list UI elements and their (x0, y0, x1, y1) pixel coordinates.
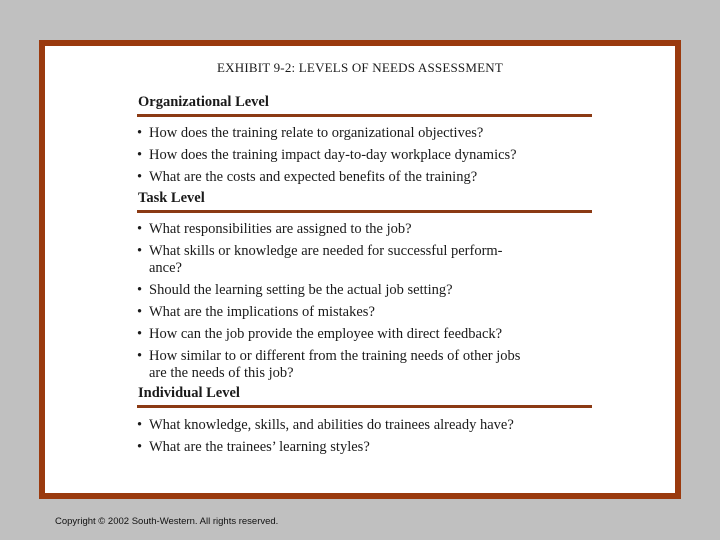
list-item: • What are the implications of mistakes? (137, 304, 375, 320)
list-item: • How does the training impact day-to-day workplace dynamics? (137, 147, 517, 163)
exhibit-title: EXHIBIT 9-2: LEVELS OF NEEDS ASSESSMENT (217, 60, 503, 75)
list-item: • What responsibilities are assigned to the job? (137, 221, 412, 237)
list-item-continuation: ance? (149, 260, 182, 276)
list-item-continuation: are the needs of this job? (149, 365, 294, 381)
section-heading-task: Task Level (138, 190, 205, 206)
list-item: • How can the job provide the employee with direct feedback? (137, 326, 503, 342)
copyright-notice: Copyright © 2002 South-Western. All rights reserved. (55, 516, 279, 527)
section-heading-individual: Individual Level (138, 385, 240, 401)
section-heading-organizational: Organizational Level (138, 94, 269, 110)
list-item: • How similar to or different from the training needs of other jobs (137, 348, 521, 364)
list-item: • What are the trainees’ learning styles? (137, 439, 370, 455)
divider (137, 114, 592, 117)
list-item: • What knowledge, skills, and abilities do trainees already have? (137, 417, 514, 433)
list-item: • How does the training relate to organizational objectives? (137, 125, 484, 141)
divider (137, 405, 592, 408)
list-item: • What skills or knowledge are needed for successful perform- (137, 243, 503, 259)
list-item: • Should the learning setting be the actual job setting? (137, 282, 453, 298)
list-item: • What are the costs and expected benefits of the training? (137, 169, 478, 185)
divider (137, 210, 592, 213)
